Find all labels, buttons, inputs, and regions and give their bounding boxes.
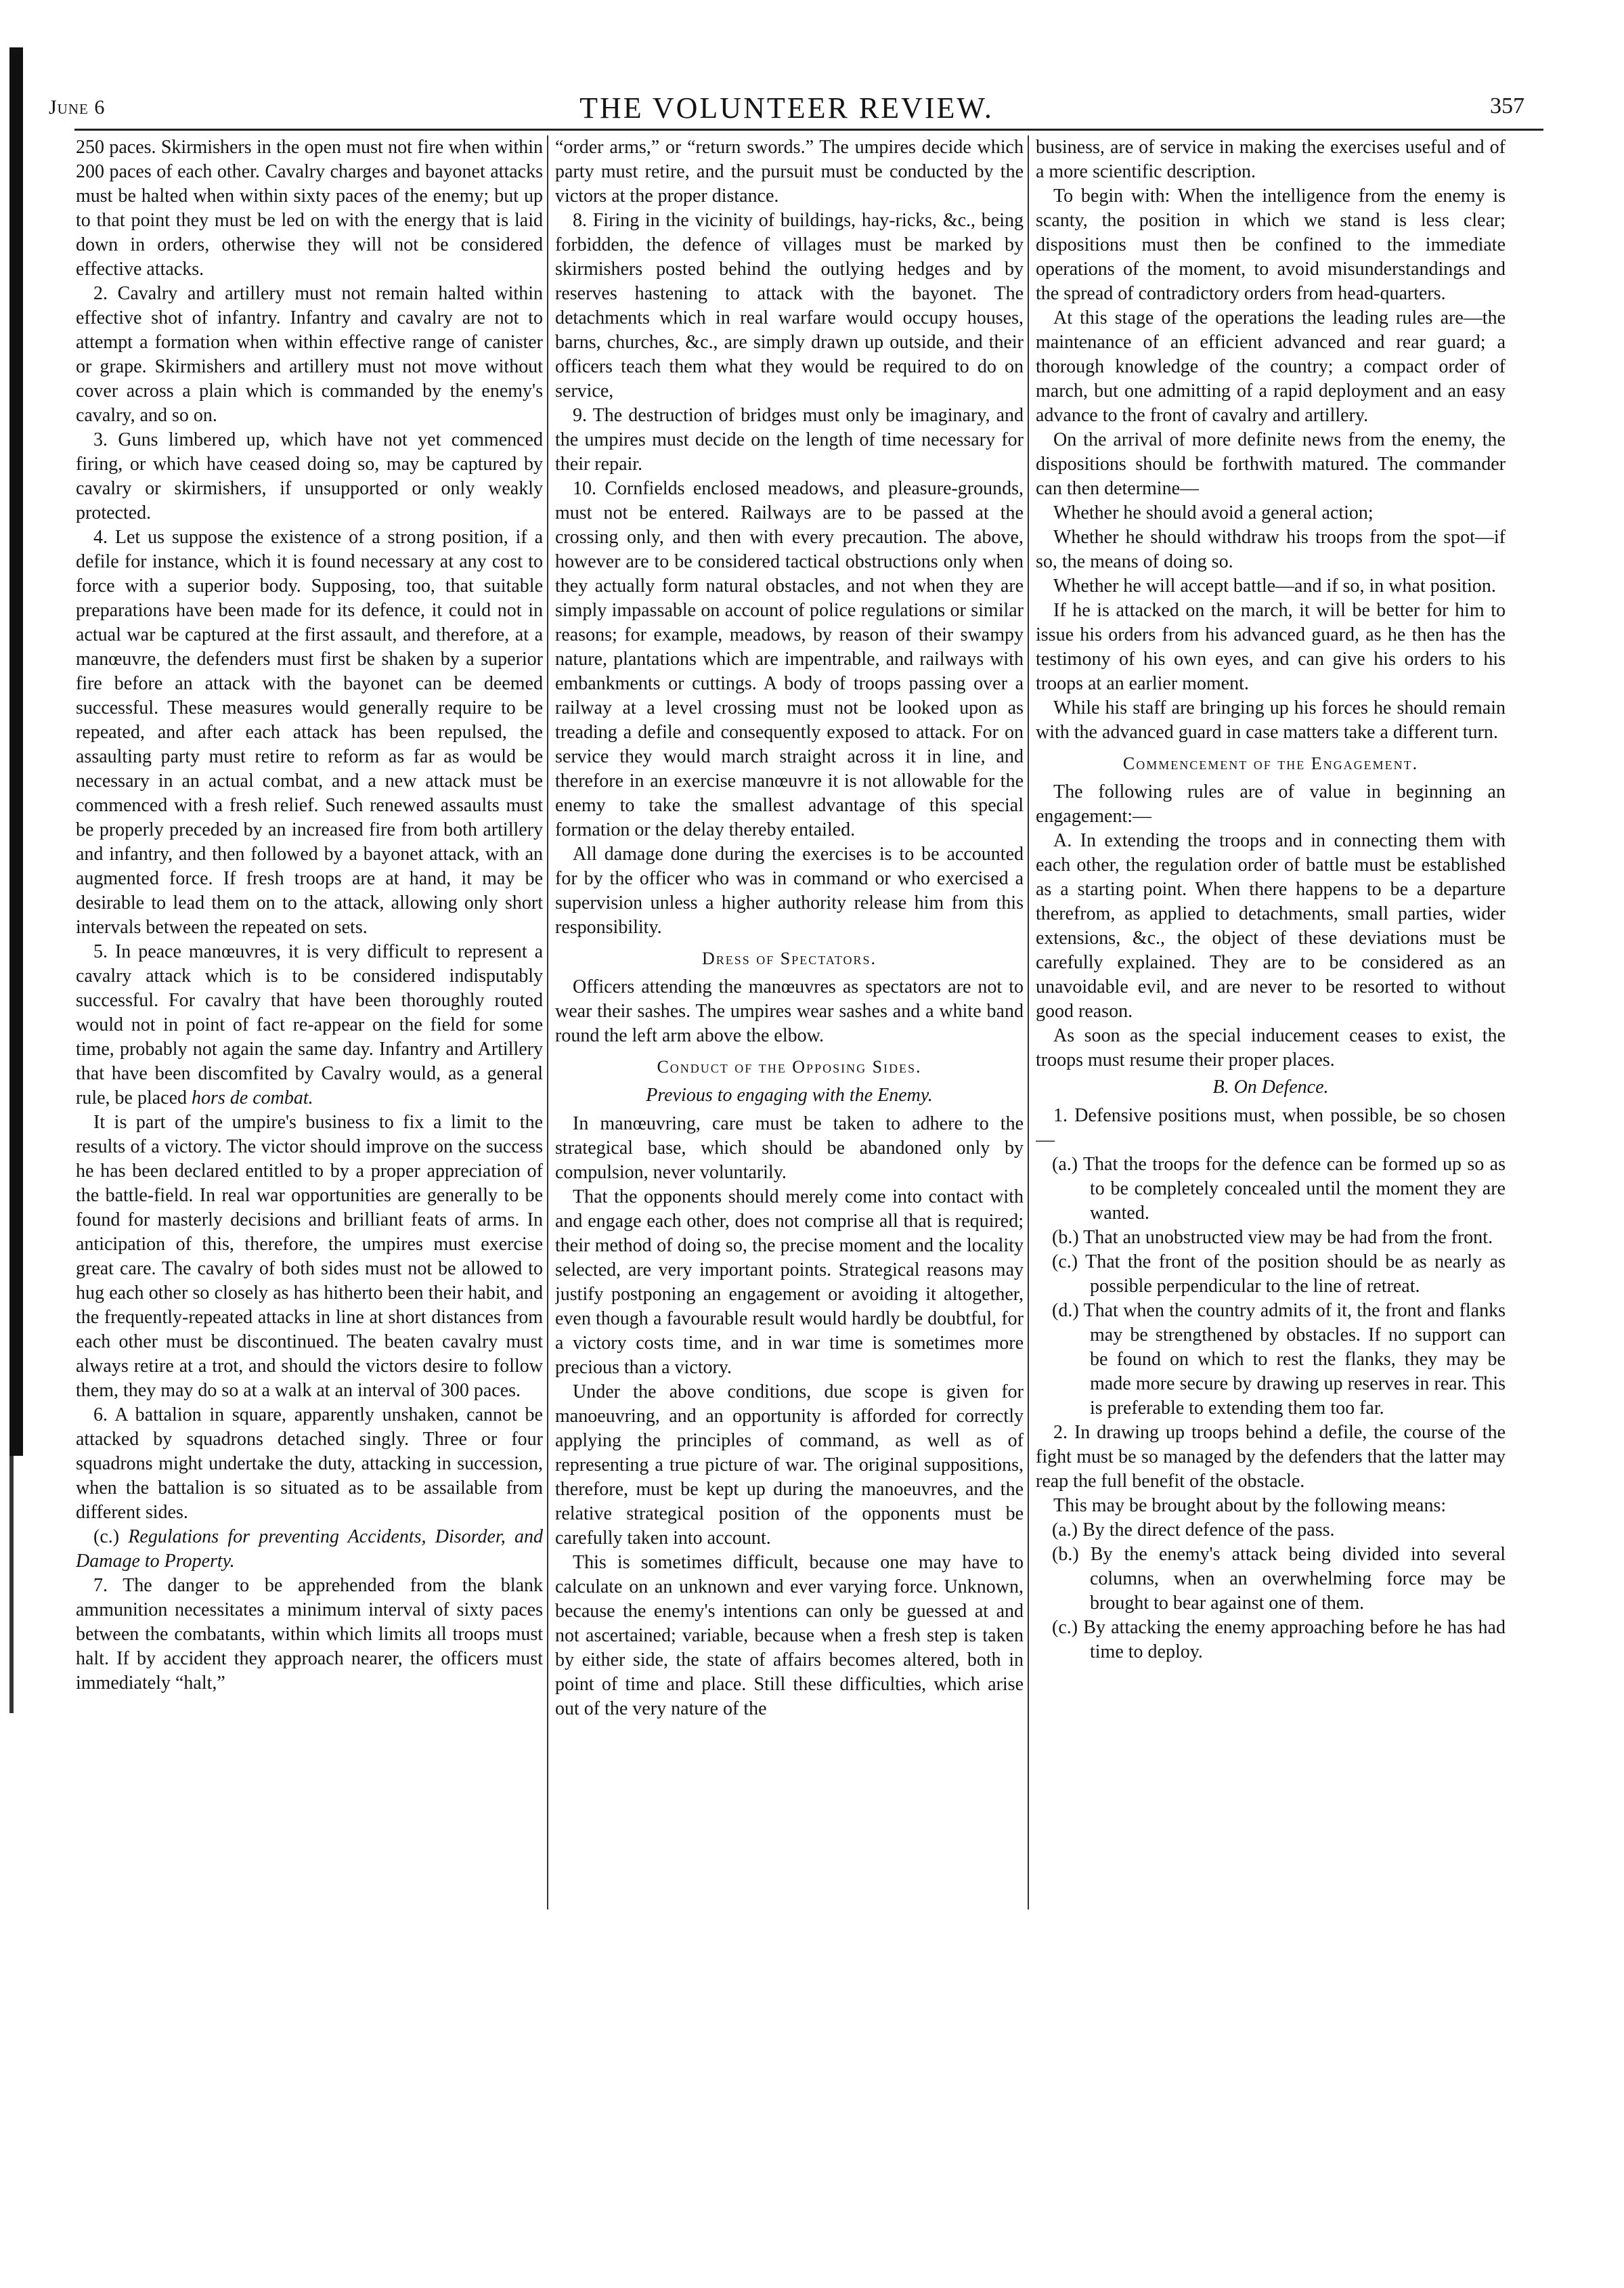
list-item: (a.) That the troops for the defence can be formed up so as to be completely concealed until the moment they are wanted. (1052, 1154, 1506, 1224)
paragraph: Whether he will accept battle—and if so, in what position. (1053, 576, 1496, 597)
heading-label: (c.) (93, 1526, 120, 1547)
paragraph: 6. A battalion in square, apparently unshaken, cannot be attacked by squadrons detached singly. Three or four squadrons might undertake the duty, attacking in succession, when the battalion is so situated as to be assailable from different sides. (76, 1404, 543, 1523)
paragraph: 7. The danger to be apprehended from the blank ammunition necessitates a minimum interval of sixty paces between the combatants, within which limits all troops must halt. If by accident they approach nearer, the officers must immediately “halt,” (76, 1575, 543, 1693)
paragraph: While his staff are bringing up his forces he should remain with the advanced guard in case matters take a different turn. (1036, 697, 1506, 743)
paragraph: At this stage of the operations the leading rules are—the maintenance of an efficient advanced and rear guard; a thorough knowledge of the country; a compact order of march, but one admitting of a rapid deployment and an easy advance to the front of cavalry and artillery. (1036, 307, 1506, 426)
heading-italic: Regulations for preventing Accidents, Disorder, and Damage to Property. (76, 1526, 543, 1572)
paragraph-text: 5. In peace manœuvres, it is very difficult to represent a cavalry attack which is to be considered indisputably successful. For cavalry that have been thoroughly routed would not in point of fact re-appear on the field for some time, probably not again the same day. Infantry and Artillery that have been discomfited by Cavalry would, as a general rule, be placed (76, 941, 543, 1108)
subheading-previous: Previous to engaging with the Enemy. (646, 1085, 933, 1106)
paragraph: A. In extending the troops and in connecting them with each other, the regulation order of battle must be established as a starting point. When there happens to be a departure therefrom, as applied to detachments, small parties, wider extensions, &c., the object of these deviations must be carefully explained. They are to be considered as an unavoidable evil, and are never to be resorted to without good reason. (1036, 830, 1506, 1022)
paragraph: This may be brought about by the following means: (1053, 1495, 1447, 1516)
column-2 (555, 135, 1024, 1923)
paragraph: 250 paces. Skirmishers in the open must not fire when within 200 paces of each other. Cavalry charges and bayonet attacks must be halted when within sixty paces of the enemy; but up to that point they must be led on with the energy that is laid down in orders, otherwise they will not be considered effective attacks. (76, 137, 543, 280)
list-item: (c.) That the front of the position should be as nearly as possible perpendicular to the line of retreat. (1052, 1251, 1506, 1297)
subheading-on-defence: B. On Defence. (1212, 1077, 1329, 1098)
column-1 (76, 135, 543, 1923)
list-item: (c.) By attacking the enemy approaching before he has had time to deploy. (1052, 1617, 1506, 1662)
page-header (49, 87, 1524, 129)
paragraph: The following rules are of value in beginning an engagement:— (1036, 781, 1506, 827)
binding-edge-lower (9, 1456, 14, 1713)
column-divider (547, 135, 548, 1909)
paragraph: It is part of the umpire's business to fix a limit to the results of a victory. The victor should improve on the success he has been declared entitled to by a proper appreciation of the battle-field. In real war opportunities are generally to be found for masterly decisions and brilliant feats of arms. In anticipation of this, therefore, the umpires must exercise great care. The cavalry of both sides must not be allowed to hug each other so closely as has hitherto been their habit, and the frequently-repeated attacks in line at short distances from each other must be discontinued. The beaten cavalry must always retire at a trot, and should the victors desire to follow them, they may do so at a walk at an interval of 300 paces. (76, 1112, 543, 1401)
paragraph: 10. Cornfields enclosed meadows, and pleasure-grounds, must not be entered. Railways are to be passed at the crossing only, and then with every precaution. The above, however are to be considered tactical obstructions only when they actually form natural obstacles, and not when they are simply impassable on account of police regulations or similar reasons; for example, meadows, by reason of their swampy nature, plantations which are impentrable, and railways with embankments or cuttings. A body of troops passing over a railway at a level crossing must not be looked upon as treading a defile and consequently exposed to attack. For on service they would march straight across it in line, and therefore in an exercise manœuvre it is not allowable for the enemy to take the smallest advantage of this special formation or the delay thereby entailed. (555, 478, 1024, 840)
regulations-heading (76, 1525, 543, 1574)
paragraph: That the opponents should merely come into contact with and engage each other, does not comprise all that is required; their method of doing so, the precise moment and the locality selected, are very important points. Strategical reasons may justify postponing an engagement or avoiding it altogether, even though a favourable result would hardly be doubtful, for a victory costs time, and in war time is sometimes more precious than a victory. (555, 1186, 1024, 1378)
list-item: (b.) That an unobstructed view may be had from the front. (1052, 1227, 1493, 1248)
paragraph: This is sometimes difficult, because one may have to calculate on an unknown and ever varying force. Unknown, because the enemy's intentions can only be guessed at and not ascertained; variable, because when a fresh step is taken by either side, the state of affairs becomes altered, both in point of time and place. Still these difficulties, which arise out of the very nature of the (555, 1552, 1024, 1719)
paragraph: 4. Let us suppose the existence of a strong position, if a defile for instance, which it is found necessary at any cost to force with a superior body. Supposing, too, that suitable preparations have been made for its defence, it could not in actual war be captured at the first assault, and therefore, at a manœuvre, the defenders must first be shaken by a superior fire before an attack with the bayonet can be deemed successful. These measures would generally require to be repeated, and after each attack has been repulsed, the assaulting party must retire to reform as far as would be necessary in an actual combat, and a new attack must be commenced with a fresh relief. Such renewed assaults must be properly preceded by an increased fire from both artillery and infantry, and then followed by a bayonet attack, with an augmented force. If fresh troops are at hand, it may be desirable to lead them on to the attack, allowing only short intervals between the repeated on sets. (76, 527, 543, 938)
paragraph: On the arrival of more definite news from the enemy, the dispositions should be forthwith matured. The commander can then determine— (1036, 429, 1506, 499)
column-3 (1036, 135, 1506, 1923)
binding-edge (9, 47, 23, 1456)
paragraph: Under the above conditions, due scope is given for manoeuvring, and an opportunity is afforded for correctly applying the principles of command, as well as of representing a true picture of war. The original suppositions, therefore, must be kept up during the manoeuvres, and the relative strategical position of the opponents must be carefully taken into account. (555, 1381, 1024, 1549)
column-divider (1028, 135, 1029, 1909)
list-item: (b.) By the enemy's attack being divided into several columns, when an overwhelming force may be brought to bear against one of them. (1052, 1544, 1506, 1614)
paragraph: 9. The destruction of bridges must only be imaginary, and the umpires must decide on the length of time necessary for their repair. (555, 405, 1024, 475)
paragraph: In manœuvring, care must be taken to adhere to the strategical base, which should be abandoned only by compulsion, never voluntarily. (555, 1113, 1024, 1183)
paragraph: Whether he should avoid a general action; (1053, 502, 1374, 523)
section-heading-commencement: Commencement of the Engagement. (1122, 754, 1419, 773)
paragraph (76, 940, 543, 1110)
paragraph: All damage done during the exercises is to be accounted for by the officer who was in command or who exercised a supervision unless a higher authority release him from this responsibility. (555, 844, 1024, 938)
paragraph: To begin with: When the intelligence from the enemy is scanty, the position in which we stand is less clear; dispositions must then be confined to the immediate operations of the moment, to avoid misunderstandings and the spread of contradictory orders from head-quarters. (1036, 186, 1506, 304)
page-number: 357 (1490, 93, 1524, 118)
paragraph: Whether he should withdraw his troops from the spot—if so, the means of doing so. (1036, 527, 1506, 572)
section-heading-dress: Dress of Spectators. (701, 949, 877, 968)
paragraph: As soon as the special inducement ceases to exist, the troops must resume their proper places. (1036, 1025, 1506, 1071)
paragraph: 3. Guns limbered up, which have not yet commenced firing, or which have ceased doing so, may be captured by cavalry or skirmishers, if unsupported or only weakly protected. (76, 429, 543, 523)
italic-phrase: hors de combat. (192, 1087, 313, 1108)
paragraph: 8. Firing in the vicinity of buildings, hay-ricks, &c., being forbidden, the defence of villages must be marked by skirmishers posted behind the outlying hedges and by reserves hastening to attack with the bayonet. The detachments which in real warfare would occupy houses, barns, churches, &c., are simply drawn up outside, and their officers teach them what they would be required to do on service, (555, 210, 1024, 402)
list-item: (a.) By the direct defence of the pass. (1052, 1519, 1335, 1540)
section-heading-conduct: Conduct of the Opposing Sides. (657, 1057, 922, 1077)
paragraph: 2. In drawing up troops behind a defile, the course of the fight must be so managed by the defenders that the latter may reap the full benefit of the obstacle. (1036, 1422, 1506, 1492)
paragraph: “order arms,” or “return swords.” The umpires decide which party must retire, and the pursuit must be conducted by the victors at the proper distance. (555, 137, 1024, 207)
paragraph: If he is attacked on the march, it will be better for him to issue his orders from his advanced guard, as he then has the testimony of his own eyes, and can give his orders to his troops at an earlier moment. (1036, 600, 1506, 694)
paragraph: business, are of service in making the exercises useful and of a more scientific description. (1036, 137, 1506, 182)
header-date: June 6 (49, 96, 106, 118)
header-title: THE VOLUNTEER REVIEW. (579, 91, 994, 125)
header-rule (74, 129, 1543, 131)
paragraph: 2. Cavalry and artillery must not remain halted within effective shot of infantry. Infantry and cavalry are not to attempt a formation when within effective range of canister or grape. Skirmishers and artillery must not move without cover across a plain which is commanded by the enemy's cavalry, and so on. (76, 283, 543, 426)
paragraph: 1. Defensive positions must, when possible, be so chosen— (1036, 1105, 1506, 1150)
paragraph: Officers attending the manœuvres as spectators are not to wear their sashes. The umpires wear sashes and a white band round the left arm above the elbow. (555, 976, 1024, 1046)
list-item: (d.) That when the country admits of it, the front and flanks may be strengthened by obstacles. If no support can be found on which to rest the flanks, they may be made more secure by drawing up reserves in rear. This is preferable to extending them too far. (1052, 1300, 1506, 1419)
